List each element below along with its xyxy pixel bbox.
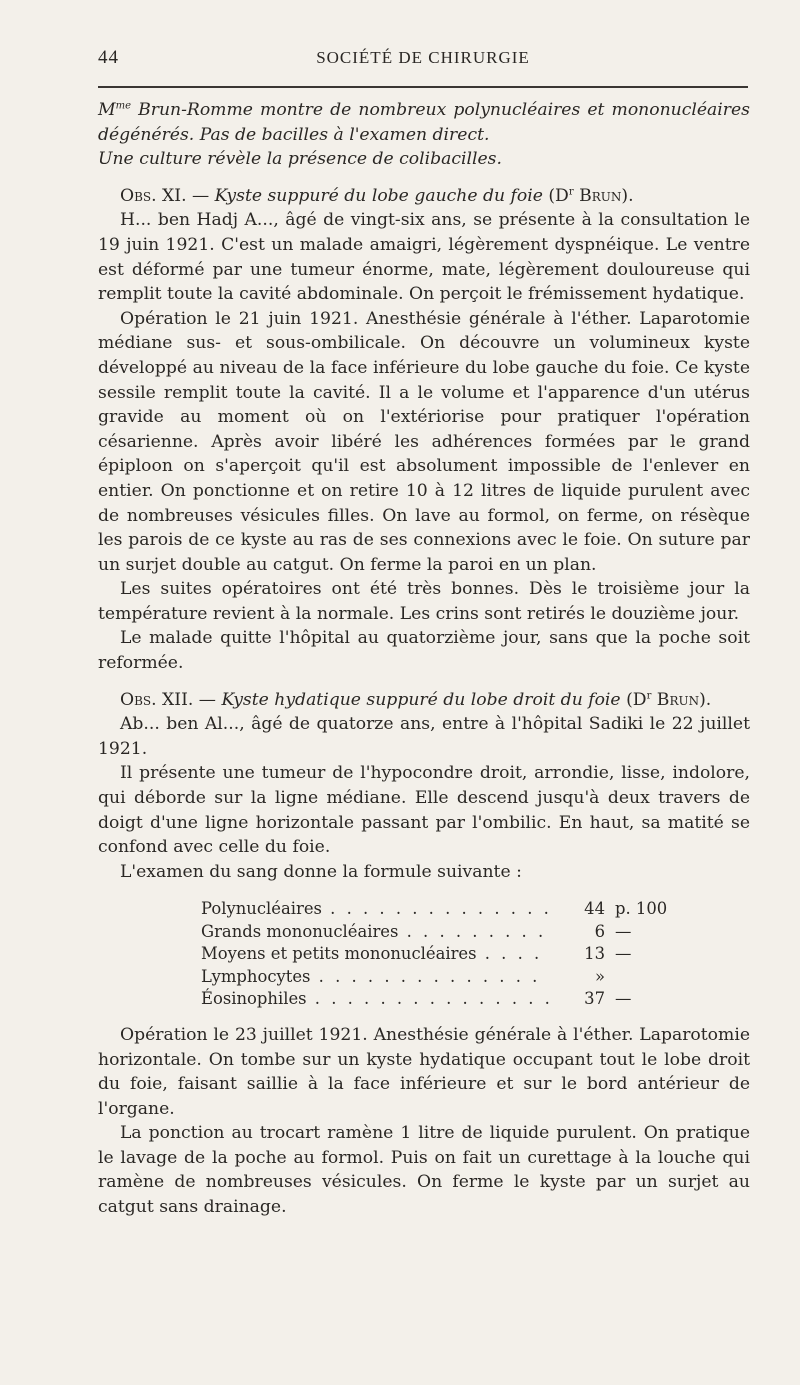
table-row [201,898,670,921]
obs11-dash: — [186,185,215,206]
formula-label: Éosinophiles [201,989,307,1009]
obs11-author-open: (D [542,185,569,206]
formula-unit: — [615,921,632,941]
intro-paragraph [98,98,750,147]
formula-leader: . . . . . . . . . [398,921,547,941]
table-row [201,921,670,944]
intro-mme: M [98,100,116,120]
formula-value: 13 [584,944,605,964]
formula-label-cell [201,943,561,966]
obs12-heading [98,688,750,713]
formula-label: Grands mononucléaires [201,921,399,941]
intro-text: Brun-Romme montre de nombreux polynucléaires et mononucléaires dégénérés. Pas de bacilles à l'examen direct. [98,100,750,145]
obs12-author-sup: r [646,689,652,701]
page-body [98,98,750,1220]
intro-culture: Une culture révèle la présence de colibacilles. [98,149,502,170]
obs12-paragraph-5: La ponction au trocart ramène 1 litre de liquide purulent. On pratique le lavage de la poche au formol. Puis on fait un curettage à la louche qui ramène de nombreuses vésicules. On ferme le kyste par un surjet au catgut sans drainage. [98,1123,750,1218]
obs11-paragraph-3: Les suites opératoires ont été très bonnes. Dès le troisième jour la température revient à la normale. Les crins sont retirés le douzième jour. [98,579,750,624]
running-head: SOCIÉTÉ DE CHIRURGIE [316,48,530,67]
page-header [98,47,748,71]
table-row [201,943,670,966]
table-row [201,988,670,1011]
formula-unit: — [615,989,632,1009]
formula-label: Lymphocytes [201,966,311,986]
obs12-label: Obs. XII. [120,689,194,710]
obs11-label: Obs. XI. [120,185,187,206]
obs12-author-name: Brun [651,689,700,710]
obs11-paragraph-2: Opération le 21 juin 1921. Anesthésie générale à l'éther. Laparotomie médiane sus- et sous-ombilicale. On découvre un volumineux kyste développé au niveau de la face inférieure du lobe gauche du foie. Ce kyste sessile remplit toute la cavité. Il a le volume et l'apparence d'un utérus gravide au moment où on l'extériorise pour pratiquer l'opération césarienne. Après avoir libéré les adhérences formées par le grand épiploon on s'aperçoit qu'il est absolument impossible de l'enlever en entier. On ponctionne et on retire 10 à 12 litres de liquide purulent avec de nombreuses vésicules filles. On lave au formol, on ferme, on résèque les parois de ce kyste au ras de ses connexions avec le foie. On suture par un surjet double au catgut. On ferme la paroi en un plan. [98,308,750,575]
formula-leader: . . . . . . . . . . . . . . [321,899,552,919]
obs11-author-close: ). [621,185,634,206]
formula-label-cell [201,921,561,944]
formula-leader: . . . . [476,944,543,964]
obs11-paragraph-1: H... ben Hadj A..., âgé de vingt-six ans, se présente à la consultation le 19 juin 1921. C'est un malade amaigri, légèrement dyspnéique. Le ventre est déformé par une tumeur énorme, mate, légèrement douloureuse qui remplit toute la cavité abdominale. On perçoit le frémissement hydatique. [98,210,750,305]
formula-label-cell [201,966,561,989]
obs11-title: Kyste suppuré du lobe gauche du foie [214,185,543,206]
formula-label-cell [201,988,561,1011]
formula-leader: . . . . . . . . . . . . . . [310,966,541,986]
formula-value: 37 [584,989,605,1009]
obs12-dash: — [193,689,222,710]
obs11-paragraph-4: Le malade quitte l'hôpital au quatorzième jour, sans que la poche soit reformée. [98,628,750,674]
table-row [201,966,670,989]
page-number: 44 [98,47,119,68]
formula-value: 6 [594,921,605,941]
intro-mme-sup: me [115,100,132,112]
obs12-author-close: ). [699,689,712,710]
header-rule [98,86,748,88]
obs12-paragraph-3: L'examen du sang donne la formule suivante : [120,861,522,882]
formula-label: Moyens et petits mononucléaires [201,944,477,964]
blood-formula-table [201,898,670,1011]
formula-unit: — [615,944,632,964]
formula-label-cell [201,898,561,921]
obs11-author-name: Brun [573,185,622,206]
obs11-author-sup: r [568,186,574,198]
formula-value: » [594,966,605,986]
obs12-author-open: (D [620,689,647,710]
obs12-title: Kyste hydatique suppuré du lobe droit du foie [221,689,621,710]
obs12-paragraph-4: Opération le 23 juillet 1921. Anesthésie générale à l'éther. Laparotomie horizontale. On tombe sur un kyste hydatique occupant tout le lobe droit du foie, faisant saillie à la face inférieure et sur le bord antérieur de l'organe. [98,1024,750,1119]
formula-unit: p. 100 [615,899,668,919]
obs12-paragraph-2: Il présente une tumeur de l'hypocondre droit, arrondie, lisse, indolore, qui déborde sur la ligne médiane. Elle descend jusqu'à deux travers de doigt d'une ligne horizontale passant par l'ombilic. En haut, sa matité se confond avec celle du foie. [98,763,750,858]
formula-leader: . . . . . . . . . . . . . . . [306,989,553,1009]
obs12-paragraph-1: Ab... ben Al..., âgé de quatorze ans, entre à l'hôpital Sadiki le 22 juillet 1921. [98,714,750,759]
formula-value: 44 [584,899,605,919]
formula-label: Polynucléaires [201,899,322,919]
obs11-heading [98,184,750,209]
formula-unit [615,966,670,989]
